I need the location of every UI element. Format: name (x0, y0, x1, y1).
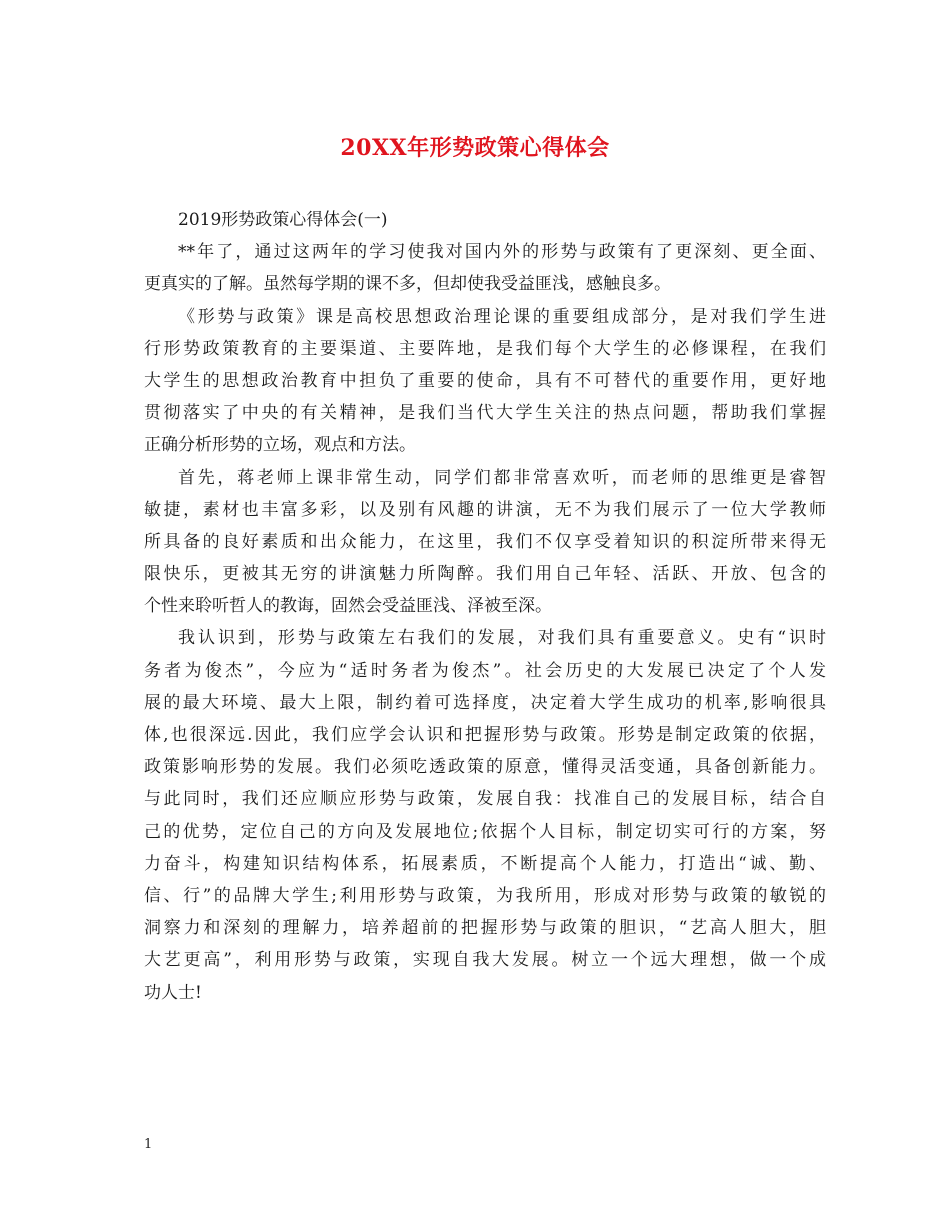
body-line: 展的最大环境、最大上限，制约着可选择度，决定着大学生成功的机率,影响很具 (144, 692, 826, 713)
body-line: 贯彻落实了中央的有关精神，是我们当代大学生关注的热点问题，帮助我们掌握 (144, 403, 826, 424)
body-line: 与此同时，我们还应顺应形势与政策，发展自我：找准自己的发展目标，结合自 (144, 789, 826, 810)
body-line: 更真实的了解。虽然每学期的课不多，但却使我受益匪浅，感触良多。 (144, 274, 671, 295)
body-line: 首先，蒋老师上课非常生动，同学们都非常喜欢听，而老师的思维更是睿智 (178, 467, 826, 488)
body-line: 己的优势，定位自己的方向及发展地位;依据个人目标，制定切实可行的方案，努 (144, 821, 826, 842)
body-line: 功人士! (144, 982, 202, 1003)
body-line: 正确分析形势的立场，观点和方法。 (144, 435, 416, 456)
body-line: 敏捷，素材也丰富多彩，以及别有风趣的讲演，无不为我们展示了一位大学教师 (144, 499, 826, 520)
body-line: 大学生的思想政治教育中担负了重要的使命，具有不可替代的重要作用，更好地 (144, 370, 826, 391)
body-line: 信、行”的品牌大学生;利用形势与政策，为我所用，形成对形势与政策的敏锐的 (144, 885, 826, 906)
document-title: 20XX年形势政策心得体会 (340, 135, 610, 161)
body-line: 2019形势政策心得体会(一) (178, 210, 388, 230)
body-line: **年了，通过这两年的学习使我对国内外的形势与政策有了更深刻、更全面、 (178, 242, 826, 263)
document-body (144, 204, 826, 1009)
body-line: 力奋斗，构建知识结构体系，拓展素质，不断提高个人能力，打造出“诚、勤、 (144, 853, 826, 874)
body-line: 体,也很深远.因此，我们应学会认识和把握形势与政策。形势是制定政策的依据， (144, 725, 826, 745)
body-line: 行形势政策教育的主要渠道、主要阵地，是我们每个大学生的必修课程，在我们 (144, 338, 826, 359)
body-line: 所具备的良好素质和出众能力，在这里，我们不仅享受着知识的积淀所带来得无 (144, 531, 826, 552)
body-line: 我认识到，形势与政策左右我们的发展，对我们具有重要意义。史有“识时 (178, 628, 826, 649)
body-line: 大艺更高”，利用形势与政策，实现自我大发展。树立一个远大理想，做一个成 (144, 950, 826, 971)
body-line: 个性来聆听哲人的教诲，固然会受益匪浅、泽被至深。 (144, 596, 552, 617)
body-line: 政策影响形势的发展。我们必须吃透政策的原意，懂得灵活变通，具备创新能力。 (144, 757, 826, 778)
body-line: 限快乐，更被其无穷的讲演魅力所陶醉。我们用自己年轻、活跃、开放、包含的 (144, 564, 826, 585)
body-line: 《形势与政策》课是高校思想政治理论课的重要组成部分，是对我们学生进 (178, 306, 826, 327)
body-line: 洞察力和深刻的理解力，培养超前的把握形势与政策的胆识，“艺高人胆大，胆 (144, 918, 826, 939)
page-number: 1 (144, 1137, 153, 1152)
body-line: 务者为俊杰”，今应为“适时务者为俊杰”。社会历史的大发展已决定了个人发 (144, 660, 826, 681)
